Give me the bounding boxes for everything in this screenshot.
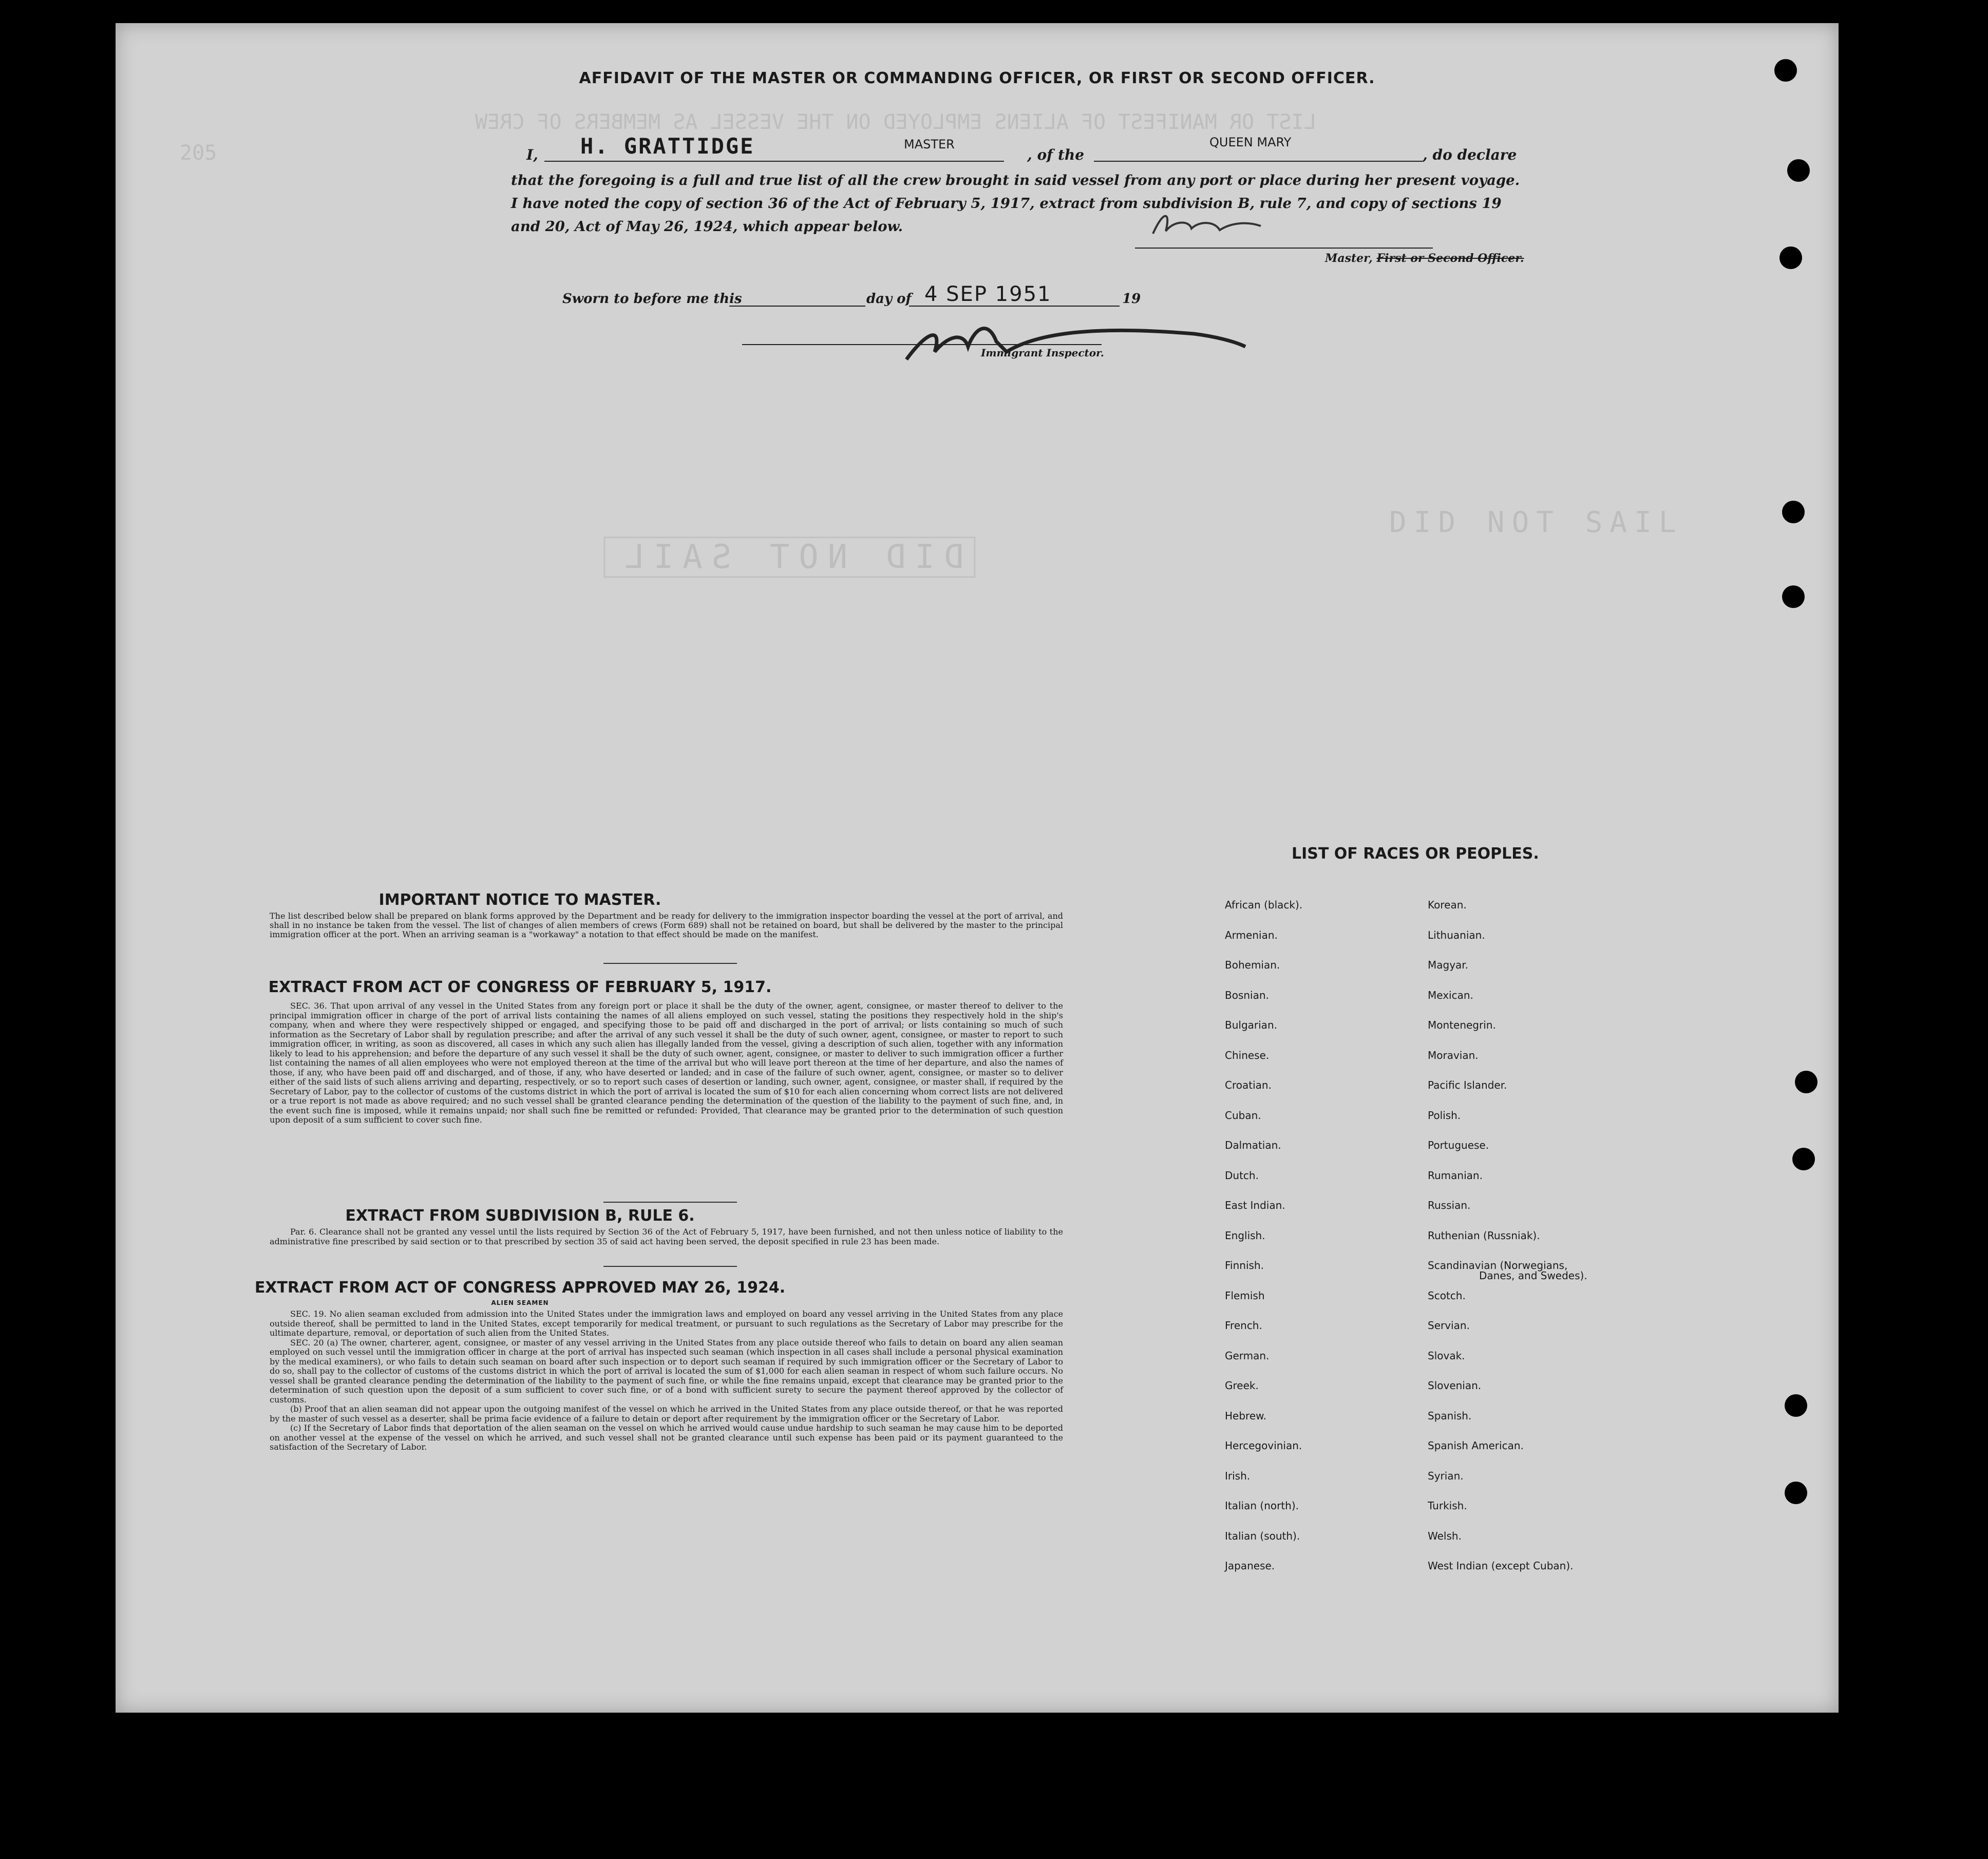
date-stamp: 4 SEP 1951 (924, 282, 1052, 306)
race-item: Greek. (1225, 1379, 1259, 1392)
race-item: Lithuanian. (1428, 928, 1485, 941)
binder-hole (1787, 159, 1810, 182)
document-sheet (116, 23, 1839, 1713)
bleed-through-stamp: DID NOT SAIL (603, 537, 975, 578)
sworn-label: Sworn to before me this (562, 291, 742, 307)
race-item: Scandinavian (Norwegians, (1428, 1259, 1568, 1272)
race-item: Finnish. (1225, 1259, 1264, 1272)
race-item: English. (1225, 1229, 1265, 1242)
race-item: Russian. (1428, 1199, 1471, 1211)
race-item: Korean. (1428, 899, 1467, 911)
affidavit-line-4: and 20, Act of May 26, 1924, which appear below. (511, 218, 903, 235)
affidavit-line-3: I have noted the copy of section 36 of the Act of February 5, 1917, extract from subdivision B, rule 7, and copy of sections 19 (511, 195, 1502, 212)
master-signature (1143, 205, 1271, 246)
race-item: Dalmatian. (1225, 1139, 1281, 1151)
race-item: Chinese. (1225, 1049, 1270, 1061)
race-item: Bohemian. (1225, 959, 1280, 971)
race-item: Irish. (1225, 1469, 1251, 1482)
rank-filled: MASTER (904, 137, 955, 151)
race-item: Welsh. (1428, 1529, 1462, 1542)
binder-hole (1792, 1148, 1815, 1170)
race-item: Bulgarian. (1225, 1019, 1277, 1031)
race-item: Italian (south). (1225, 1529, 1300, 1542)
race-item: Cuban. (1225, 1109, 1261, 1122)
master-name-line (544, 161, 1004, 162)
notice-body: The list described below shall be prepared on blank forms approved by the Department and be ready for delivery to the immigration inspector boarding the vessel at the port of arrival, and shall in no instance be taken from the vessel. The list of changes of alien members of crews (Form 689) shall not be retained on board, but shall be delivered by the master to the principal immigration officer at the port. When an arriving seaman is a "workaway" a notation to that effect should be made on the manifest. (270, 911, 1063, 939)
affidavit-line-2: that the foregoing is a full and true list of all the crew brought in said vessel from any port or place during her present voyage. (511, 172, 1520, 188)
extract-1917-title: EXTRACT FROM ACT OF CONGRESS OF FEBRUARY 5, 1917. (268, 978, 772, 996)
race-item: Rumanian. (1428, 1169, 1483, 1182)
race-item: Portuguese. (1428, 1139, 1489, 1151)
races-title: LIST OF RACES OR PEOPLES. (1292, 845, 1539, 863)
race-item: Servian. (1428, 1319, 1470, 1332)
sworn-day-line (729, 306, 865, 307)
bleed-through-stamp-right: DID NOT SAIL (1389, 506, 1683, 539)
race-item: Croatian. (1225, 1079, 1272, 1091)
vessel-name-line (1094, 161, 1423, 162)
binder-hole (1785, 1482, 1807, 1504)
binder-hole (1785, 1394, 1807, 1417)
master-label: Master, First or Second Officer. (1325, 252, 1524, 265)
race-item: Spanish American. (1428, 1439, 1524, 1452)
race-item: French. (1225, 1319, 1262, 1332)
binder-hole (1782, 501, 1805, 523)
race-item: Polish. (1428, 1109, 1461, 1122)
binder-hole (1774, 59, 1797, 82)
extract-1917-body: SEC. 36. That upon arrival of any vessel in the United States from any foreign port or place it shall be the duty of the owner, agent, consignee, or master thereof to deliver to the principal immigration officer in charge of the port of arrival lists containing the names of all aliens employed on such vessel, stating the positions they respectively hold in the ship's company, when and where they were respectively shipped or engaged, and specifying those to be paid off and discharged in the port of arrival; or lists containing so much of such information as the Secretary of Labor shall by regulation prescribe; and after the arrival of any such vessel it shall be the duty of such owner, agent, consignee, or master to report to such immigration officer, in writing, as soon as discovered, all cases in which any such alien has illegally landed from the vessel, giving a description of such alien, together with any information likely to lead to his apprehension; and before the departure of any such vessel it shall be the duty of such owner, agent, consignee, or master to deliver to such immigration officer a further list containing the names of all alien employees who were not employed thereon at the time of the arrival but who will leave port thereon at the time of her departure, and also the names of those, if any, who have been paid off and discharged, and of those, if any, who have deserted or landed; and in case of the failure of such owner, agent, consignee, or master so to deliver either of the said lists of such aliens arriving and departing, respectively, or so to report such cases of desertion or landing, such owner, agent, consignee, or master shall, if required by the Secretary of Labor, pay to the collector of customs of the customs district in which the port of arrival is located the sum of $10 for each alien concerning whom correct lists are not delivered or a true report is not made as above required; and no such vessel shall be granted clearance pending the determination of the question of the liability to the payment of such fine, and, in the event such fine is imposed, while it remains unpaid; nor shall such fine be remitted or refunded: Provided, That clearance may be granted prior to the determination of such question upon deposit of a sum sufficient to cover such fine. (270, 1001, 1063, 1125)
extract-1924-sections (270, 1310, 1063, 1452)
race-item: Turkish. (1428, 1500, 1467, 1512)
race-item: Hebrew. (1225, 1409, 1267, 1422)
race-item: Moravian. (1428, 1049, 1479, 1061)
race-item: Bosnian. (1225, 989, 1269, 1001)
inspector-signature (886, 311, 1256, 372)
race-item: Slovenian. (1428, 1379, 1482, 1392)
bleed-through-number: 205 (180, 141, 217, 165)
race-item: East Indian. (1225, 1199, 1285, 1211)
race-item: Spanish. (1428, 1409, 1472, 1422)
binder-hole (1779, 246, 1802, 269)
race-item: Italian (north). (1225, 1500, 1299, 1512)
race-item: Dutch. (1225, 1169, 1259, 1182)
of-the-label: , of the (1027, 146, 1085, 163)
vessel-name: QUEEN MARY (1209, 135, 1292, 149)
extract-1924-subtitle: ALIEN SEAMEN (491, 1299, 549, 1306)
race-item: Slovak. (1428, 1349, 1465, 1362)
divider-3 (603, 1266, 737, 1267)
binder-hole (1795, 1071, 1817, 1093)
sworn-month-line (909, 306, 1120, 307)
notice-title: IMPORTANT NOTICE TO MASTER. (378, 891, 661, 909)
race-item: Japanese. (1225, 1560, 1275, 1572)
subdivision-b-body: Par. 6. Clearance shall not be granted any vessel until the lists required by Section 36 of the Act of February 5, 1917, have been furnished, and not then unless notice of liability to the administrative fine prescribed by said section or to that prescribed by section 35 of said act having been served, the deposit specified in rule 23 has been made. (270, 1227, 1063, 1246)
do-declare-label: , do declare (1423, 146, 1517, 163)
race-scandinavian-cont: Danes, and Swedes). (1479, 1269, 1587, 1282)
master-name: H. GRATTIDGE (580, 134, 755, 159)
race-item: African (black). (1225, 899, 1303, 911)
race-item: Magyar. (1428, 959, 1469, 971)
bleed-through-header: LIST OR MANIFEST OF ALIENS EMPLOYED ON THE VESSEL AS MEMBERS OF CREW (475, 110, 1316, 134)
race-item: Hercegovinian. (1225, 1439, 1302, 1452)
sec-20b: (b) Proof that an alien seaman did not appear upon the outgoing manifest of the vessel on which he arrived in the United States from any place outside thereof, or that he was reported by the master of such vessel as a deserter, shall be prima facie evidence of a failure to detain or deport after requirement by the immigration officer or the Secretary of Labor. (270, 1404, 1063, 1424)
race-item: Flemish (1225, 1289, 1265, 1302)
master-signature-line (1135, 248, 1433, 249)
divider-1 (603, 963, 737, 964)
day-of-label: day of (866, 291, 912, 307)
race-item: West Indian (except Cuban). (1428, 1560, 1574, 1572)
sec-20c: (c) If the Secretary of Labor finds that deportation of the alien seaman on the vessel on which he arrived would cause undue hardship to such seaman he may cause him to be deported on another vessel at the expense of the vessel on which he arrived, and such vessel shall not be granted clearance until such expense has been paid or its payment guaranteed to the satisfaction of the Secretary of Labor. (270, 1423, 1063, 1452)
race-item: Montenegrin. (1428, 1019, 1496, 1031)
affidavit-i: I, (526, 146, 538, 163)
extract-1924-title: EXTRACT FROM ACT OF CONGRESS APPROVED MAY 26, 1924. (254, 1279, 786, 1297)
inspector-line (742, 344, 1102, 345)
race-item: Ruthenian (Russniak). (1428, 1229, 1540, 1242)
sec-19: SEC. 19. No alien seaman excluded from admission into the United States under the immigration laws and employed on board any vessel arriving in the United States from any place outside thereof, shall be permitted to land in the United States, except temporarily for medical treatment, or pursuant to such regulations as the Secretary of Labor may prescribe for the ultimate departure, removal, or deportation of such alien from the United States. (270, 1309, 1063, 1338)
race-item: Mexican. (1428, 989, 1473, 1001)
binder-hole (1782, 585, 1805, 608)
affidavit-title: AFFIDAVIT OF THE MASTER OR COMMANDING OFFICER, OR FIRST OR SECOND OFFICER. (579, 69, 1375, 87)
year-label: 19 (1122, 291, 1141, 307)
struck-officer: First or Second Officer. (1376, 252, 1524, 265)
race-item: Pacific Islander. (1428, 1079, 1507, 1091)
race-item: Armenian. (1225, 928, 1278, 941)
race-item: Syrian. (1428, 1469, 1464, 1482)
sec-20a: SEC. 20 (a) The owner, charterer, agent, consignee, or master of any vessel arriving in the United States from any place outside thereof who fails to detain on board any alien seaman employed on such vessel until the immigration officer in charge at the port of arrival has inspected such seaman (which inspection in all cases shall include a personal physical examination by the medical examiners), or who fails to detain such seaman on board after such inspection or to deport such seaman if required by such immigration officer or the Secretary of Labor to do so, shall pay to the collector of customs of the customs district in which the port of arrival is located the sum of $1,000 for each alien seaman in respect of whom such failure occurs. No vessel shall be granted clearance pending the determination of the liability to the payment of such fine, or while the fine remains unpaid, except that clearance may be granted prior to the determination of such question upon the deposit of a sum sufficient to cover such fine, or of a bond with sufficient surety to secure the payment thereof approved by the collector of customs. (270, 1337, 1063, 1405)
inspector-label: Immigrant Inspector. (981, 347, 1104, 359)
race-item: Scotch. (1428, 1289, 1466, 1302)
subdivision-b-title: EXTRACT FROM SUBDIVISION B, RULE 6. (345, 1207, 695, 1225)
race-item: German. (1225, 1349, 1270, 1362)
divider-2 (603, 1202, 737, 1203)
